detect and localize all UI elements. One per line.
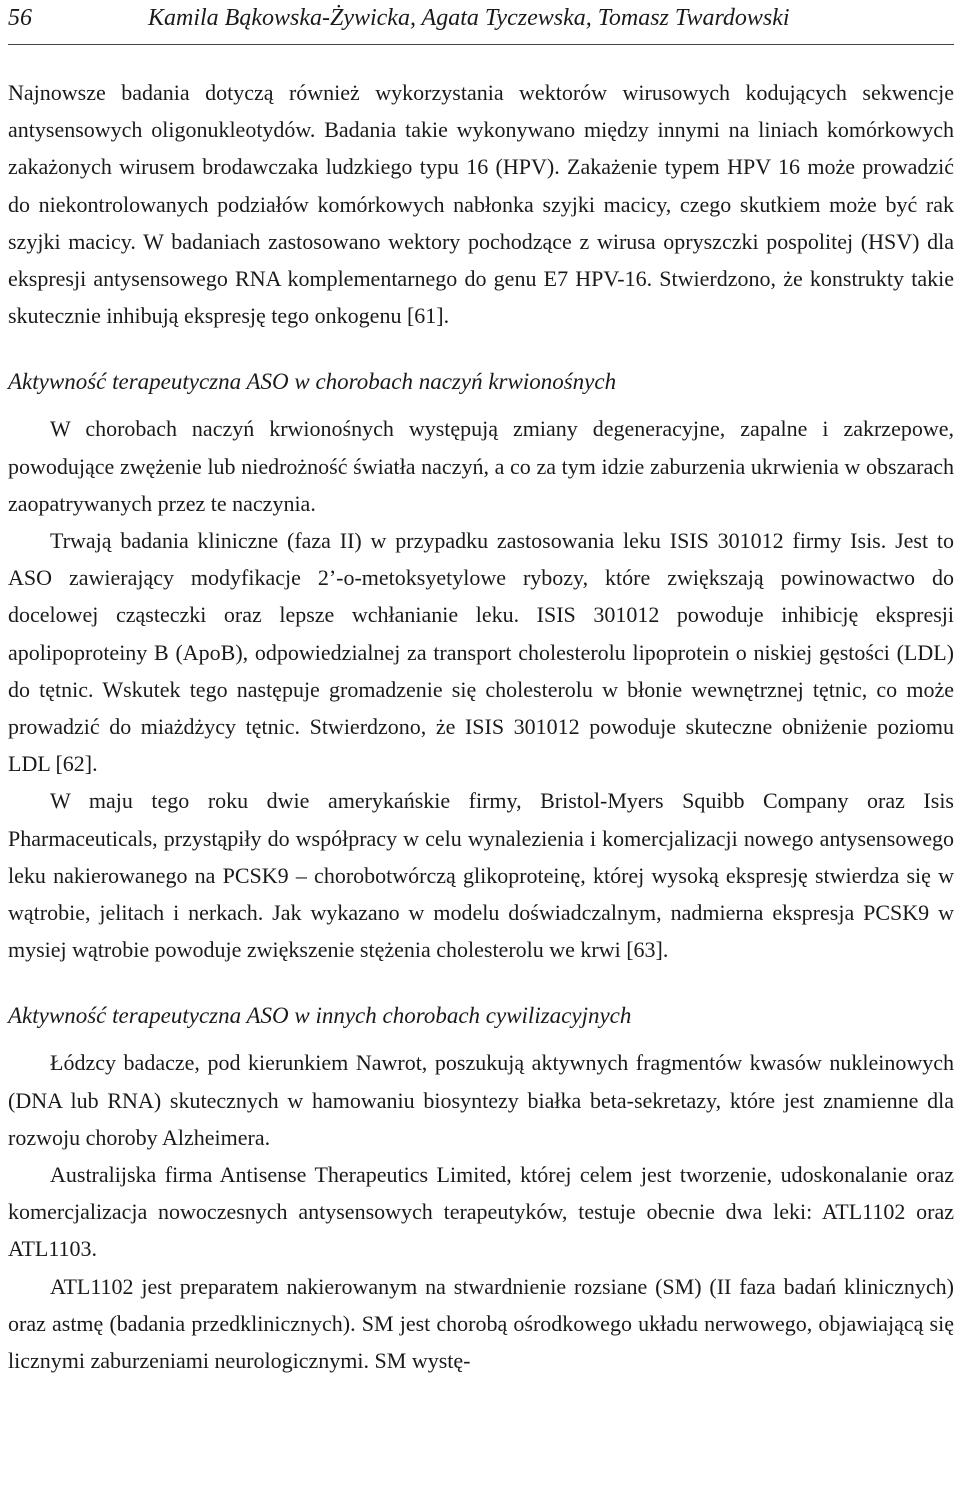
article-body xyxy=(8,74,954,1379)
header-rule xyxy=(8,44,954,45)
running-header xyxy=(8,0,954,60)
paragraph: W chorobach naczyń krwionośnych występują zmiany degeneracyjne, zapalne i zakrzepowe, powodujące zwężenie lub niedrożność światła naczyń, a co za tym idzie zaburzenia ukrwienia w obszarach zaopatrywanych przez te naczynia. xyxy=(8,416,954,516)
paragraph: Australijska firma Antisense Therapeutics Limited, której celem jest tworzenie, udoskonalanie oraz komercjalizacja nowoczesnych antysensowych terapeutyków, testuje obecnie dwa leki: ATL1102 oraz ATL1103. xyxy=(8,1162,954,1262)
running-header-authors: Kamila Bąkowska-Żywicka, Agata Tyczewska, Tomasz Twardowski xyxy=(148,5,790,31)
paragraph: W maju tego roku dwie amerykańskie firmy, Bristol-Myers Squibb Company oraz Isis Pharmaceuticals, przystąpiły do współpracy w celu wynalezienia i komercjalizacji nowego antysensowego leku nakierowanego na PCSK9 – chorobotwórczą glikoproteinę, której wysoką ekspresję stwierdza się w wątrobie, jelitach i nerkach. Jak wykazano w modelu doświadczalnym, nadmierna ekspresja PCSK9 w mysiej wątrobie powoduje zwiększenie stężenia cholesterolu we krwi [63]. xyxy=(8,788,954,963)
paragraph: Trwają badania kliniczne (faza II) w przypadku zastosowania leku ISIS 301012 firmy Isis. Jest to ASO zawierający modyfikacje 2’-o-metoksyetylowe rybozy, które zwiększają powinowactwo do docelowej cząsteczki oraz lepsze wchłanianie leku. ISIS 301012 powoduje inhibicję ekspresji apolipoproteiny B (ApoB), odpowiedzialnej za transport cholesterolu lipoprotein o niskiej gęstości (LDL) do tętnic. Wskutek tego następuje gromadzenie się cholesterolu w błonie wewnętrznej tętnic, co może prowadzić do miażdżycy tętnic. Stwierdzono, że ISIS 301012 powoduje skuteczne obniżenie poziomu LDL [62]. xyxy=(8,528,954,777)
paragraph: Łódzcy badacze, pod kierunkiem Nawrot, poszukują aktywnych fragmentów kwasów nukleinowych (DNA lub RNA) skutecznych w hamowaniu biosyntezy białka beta-sekretazy, które jest znamienne dla rozwoju choroby Alzheimera. xyxy=(8,1050,954,1150)
page-number: 56 xyxy=(8,5,32,31)
paragraph: Najnowsze badania dotyczą również wykorzystania wektorów wirusowych kodujących sekwencje antysensowych oligonukleotydów. Badania takie wykonywano między innymi na liniach komórkowych zakażonych wirusem brodawczaka ludzkiego typu 16 (HPV). Zakażenie typem HPV 16 może prowadzić do niekontrolowanych podziałów komórkowych nabłonka szyjki macicy, czego skutkiem może być rak szyjki macicy. W badaniach zastosowano wektory pochodzące z wirusa opryszczki pospolitej (HSV) dla ekspresji antysensowego RNA komplementarnego do genu E7 HPV-16. Stwierdzono, że konstrukty takie skutecznie inhibują ekspresję tego onkogenu [61]. xyxy=(8,80,954,329)
section-heading: Aktywność terapeutyczna ASO w innych chorobach cywilizacyjnych xyxy=(8,1003,632,1029)
paragraph: ATL1102 jest preparatem nakierowanym na stwardnienie rozsiane (SM) (II faza badań klinicznych) oraz astmę (badania przedklinicznych). SM jest chorobą ośrodkowego układu nerwowego, objawiającą się licznymi zaburzeniami neurologicznymi. SM wystę- xyxy=(8,1273,954,1374)
section-heading: Aktywność terapeutyczna ASO w chorobach naczyń krwionośnych xyxy=(8,369,617,395)
document-page xyxy=(8,0,954,1379)
